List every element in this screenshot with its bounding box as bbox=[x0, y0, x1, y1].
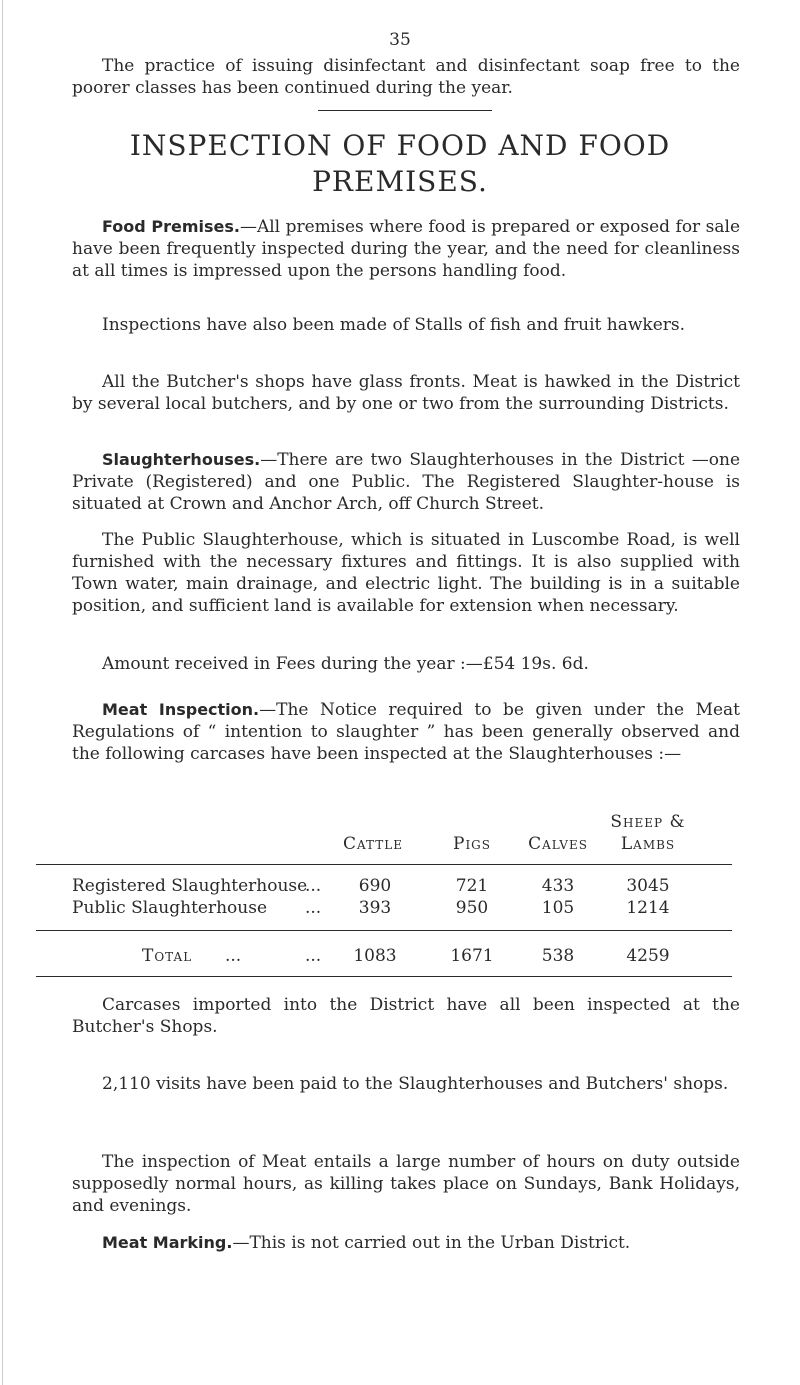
total-dots: ... bbox=[305, 946, 322, 966]
cell-calves: 433 bbox=[541, 876, 575, 896]
butchers-paragraph: All the Butcher's shops have glass fronts. Meat is hawked in the District by several local butchers, and by one or two from the surrounding Districts. bbox=[72, 372, 740, 414]
imported-paragraph: Carcases imported into the District have all been inspected at the Butcher's Shops. bbox=[72, 995, 740, 1037]
food-premises-paragraph bbox=[72, 216, 740, 282]
table-rule-middle bbox=[36, 930, 732, 931]
stalls-paragraph: Inspections have also been made of Stalls of fish and fruit hawkers. bbox=[102, 315, 686, 335]
cell-pigs: 721 bbox=[455, 876, 489, 896]
cell-sheep: 3045 bbox=[626, 876, 670, 896]
slaughterhouses-paragraph bbox=[72, 449, 740, 515]
food-premises-runin: Food Premises. bbox=[102, 217, 240, 236]
meat-inspection-paragraph bbox=[72, 699, 740, 765]
cell-pigs: 950 bbox=[455, 898, 489, 918]
page-number: 35 bbox=[389, 30, 411, 50]
cell-sheep: 1214 bbox=[626, 898, 670, 918]
page-edge-line bbox=[2, 0, 3, 1385]
table-rule-bottom bbox=[36, 976, 732, 977]
total-calves: 538 bbox=[541, 946, 575, 966]
intro-paragraph: The practice of issuing disinfectant and disinfectant soap free to the poorer classes has been continued during the year. bbox=[72, 56, 740, 98]
col-header-sheep: Sheep & bbox=[610, 812, 686, 832]
table-rule-top bbox=[36, 864, 732, 865]
fees-paragraph: Amount received in Fees during the year :—£54 19s. 6d. bbox=[102, 654, 589, 674]
cell-cattle: 690 bbox=[358, 876, 392, 896]
slaughterhouses-runin: Slaughterhouses. bbox=[102, 450, 261, 469]
cell-cattle: 393 bbox=[358, 898, 392, 918]
total-cattle: 1083 bbox=[353, 946, 397, 966]
row-label: Public Slaughterhouse bbox=[72, 898, 268, 918]
meat-inspection-runin: Meat Inspection. bbox=[102, 700, 260, 719]
meat-marking-paragraph bbox=[72, 1232, 740, 1254]
public-slaughterhouse-paragraph: The Public Slaughterhouse, which is situated in Luscombe Road, is well furnished with the necessary fixtures and fittings. It is also supplied with Town water, main drainage, and electric light. The building is in a suitable position, and sufficient land is available for extension when necessary. bbox=[72, 530, 740, 616]
total-sheep: 4259 bbox=[626, 946, 670, 966]
duty-paragraph: The inspection of Meat entails a large number of hours on duty outside supposedly normal hours, as killing takes place on Sundays, Bank Holidays, and evenings. bbox=[72, 1152, 740, 1216]
section-divider bbox=[318, 110, 492, 111]
section-heading-line2: PREMISES. bbox=[312, 165, 488, 198]
col-header-cattle: Cattle bbox=[343, 834, 403, 854]
meat-marking-text: —This is not carried out in the Urban District. bbox=[232, 1233, 631, 1253]
meat-marking-runin: Meat Marking. bbox=[102, 1233, 233, 1252]
row-dots: ... bbox=[305, 898, 322, 918]
col-header-lambs: Lambs bbox=[620, 834, 676, 854]
total-label: Total bbox=[142, 946, 193, 966]
total-dots: ... bbox=[225, 946, 242, 966]
col-header-pigs: Pigs bbox=[453, 834, 491, 854]
row-dots: ... bbox=[305, 876, 322, 896]
cell-calves: 105 bbox=[541, 898, 575, 918]
slaughterhouses-text: —There are two Slaughterhouses in the District —one Private (Registered) and one Public. The Registered Slaughter-house is situated at Crown and Anchor Arch, off Church Street. bbox=[72, 450, 740, 514]
meat-inspection-text: —The Notice required to be given under the Meat Regulations of “ intention to slaughter ” has been generally observed and the following carcases have been inspected at the Slaughterhouses :— bbox=[72, 700, 740, 764]
section-heading-line1: INSPECTION OF FOOD AND FOOD bbox=[129, 129, 671, 162]
total-pigs: 1671 bbox=[450, 946, 494, 966]
col-header-calves: Calves bbox=[528, 834, 588, 854]
row-label: Registered Slaughterhouse bbox=[72, 876, 308, 896]
visits-paragraph: 2,110 visits have been paid to the Slaughterhouses and Butchers' shops. bbox=[102, 1074, 729, 1094]
food-premises-text: —All premises where food is prepared or exposed for sale have been frequently inspected during the year, and the need for cleanliness at all times is impressed upon the persons handling food. bbox=[72, 217, 741, 281]
